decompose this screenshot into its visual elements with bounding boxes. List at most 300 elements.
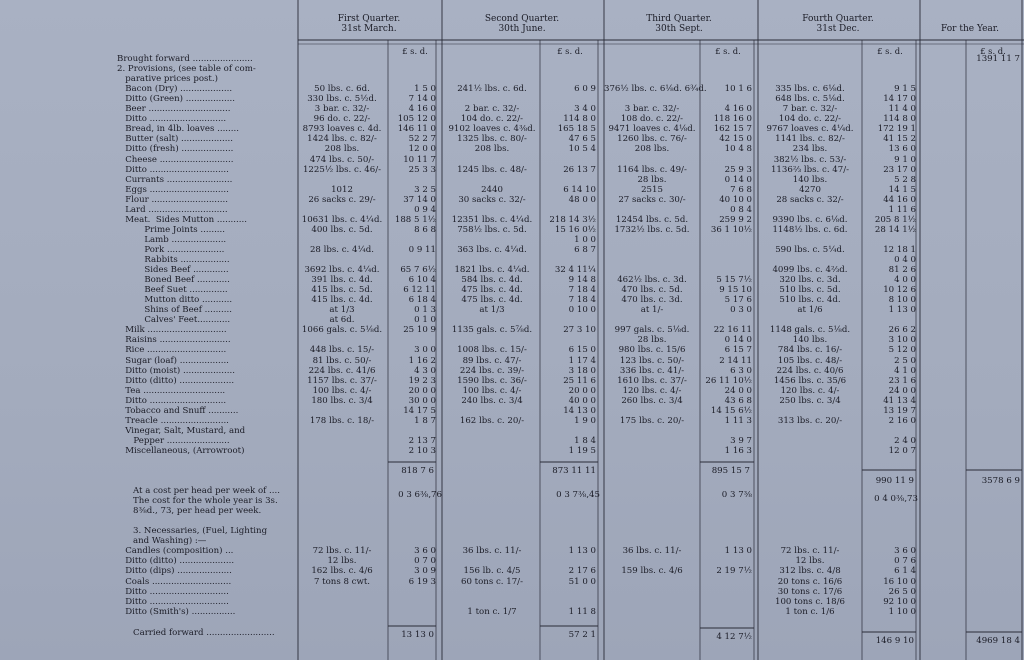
cell-q1d: 224 lbs. c. 41/6 [308,365,376,376]
cell-q3d: 208 lbs. [634,144,670,155]
row-label: Prime Joints ......... [117,224,226,235]
perhead-q1: 0 3 6⅜,76 [398,490,442,500]
necessary-cell-q4m: 1 10 0 [888,607,916,618]
cell-q3d: at 1/- [640,305,664,316]
cell-q3d: 1260 lbs. c. 76/- [617,134,687,145]
necessary-label: Ditto ............................. [117,597,229,607]
cell-q4m: 41 13 4 [883,395,916,406]
subtotal-q2: 873 11 11 [552,466,596,476]
cell-q4d: 104 do. c. 22/- [778,114,842,125]
cell-q4d: 4099 lbs. c. 4⅔d. [772,265,848,276]
necessary-cell-q2m: 1 11 8 [568,607,596,618]
cell-q1m: 12 0 0 [408,144,436,155]
row-label: Ditto (Green) .................. [117,94,235,105]
cell-q4m: 14 1 5 [888,184,916,195]
cell-q4m: 26 6 2 [888,325,916,336]
cell-q3m: 1 16 3 [724,445,752,456]
necessary-cell-q2d: 36 lbs. c. 11/- [462,546,522,556]
cell-q3d: 462½ lbs. c. 3d. [617,275,687,286]
cell-q1d: 415 lbs. c. 4d. [311,295,373,306]
subtotal-q1: 818 7 6 [401,466,434,476]
necessary-cell-q2m: 1 13 0 [568,546,596,556]
row-label: Raisins .......................... [117,335,231,346]
necessaries-heading-2: and Washing) :— [133,536,207,546]
perhead-q2: 0 3 7⅜,45 [556,490,600,500]
row-label: Lard ............................. [117,204,228,215]
necessary-cell-q4d: 30 tons c. 17/6 [777,586,843,597]
cell-q1m: 2 13 7 [408,435,436,446]
necessary-cell-q2m: 51 0 0 [568,576,596,587]
cell-q4m: 114 8 0 [883,114,916,125]
cell-q2d: 224 lbs. c. 39/- [459,365,525,376]
header-q2 [446,14,598,34]
necessary-cell-q4d: 20 tons c. 16/6 [777,576,843,587]
cell-q4d: 28 sacks c. 32/- [776,194,844,205]
cell-q3d: 3 bar. c. 32/- [624,104,680,115]
necessary-cell-q4d: 12 lbs. [795,556,825,567]
cell-q3d: 376½ lbs. c. 6⅛d. 6¾d. [604,84,707,95]
necessary-label: Ditto (ditto) .................... [117,556,235,567]
cell-q3d: 28 lbs. [637,335,667,346]
cell-q1m: 20 0 0 [408,385,436,396]
carried-q3: 4 12 7½ [716,632,752,642]
cell-q1d: 330 lbs. c. 5½d. [307,94,377,105]
cell-q4m: 13 19 7 [883,405,916,416]
row-label: Ditto ............................ [117,395,227,406]
cell-q2m: 6 0 9 [574,84,596,95]
perhead-q4: 0 4 0⅜,73 [874,494,918,504]
cell-q4m: 2 5 0 [894,355,916,366]
cell-q4m: 81 2 6 [888,265,916,276]
cell-q2d: 89 lbs. c. 47/- [462,355,522,366]
cell-q1m: 4 3 0 [414,365,436,376]
cell-q3m: 14 15 6½ [710,405,752,416]
header-q3-text: Third Quarter. 30th Sept. [646,14,712,34]
cell-q3m: 7 6 8 [730,184,752,195]
cell-q2d: 1590 lbs. c. 36/- [457,375,527,386]
cell-q4m: 9 1 0 [894,154,916,165]
cell-q1m: 6 10 4 [408,275,436,286]
row-label: Sides Beef ............. [117,265,229,276]
row-label: Tobacco and Snuff ........... [117,405,239,416]
necessary-cell-q4d: 1 ton c. 1/6 [785,607,835,618]
header-q1-text: First Quarter. 31st March. [337,14,401,34]
carried-q2: 57 2 1 [568,630,596,640]
cell-q4d: 105 lbs. c. 48/- [777,355,843,366]
necessary-cell-q1m: 3 0 9 [414,566,436,577]
perhead-label-2: The cost for the whole year is 3s. [133,496,278,506]
cell-q2d: 1008 lbs. c. 15/- [457,345,527,356]
row-label: Bacon (Dry) ................... [117,84,233,95]
cell-q2m: 25 11 6 [563,375,596,386]
cell-q3d: 997 gals. c. 5⅛d. [614,325,690,336]
row-label: Ditto ............................. [117,164,229,175]
cell-q3m: 162 15 7 [713,124,752,135]
cell-q1d: 208 lbs. [324,144,360,155]
cell-q1d: 391 lbs. c. 4d. [311,275,373,286]
cell-q4d: 510 lbs. c. 5d. [779,285,841,296]
cell-q4d: 510 lbs. c. 4d. [779,295,841,306]
cell-q2m: 3 18 0 [568,365,596,376]
cell-q3d: 12454 lbs. c. 5d. [615,214,689,225]
cell-q3m: 42 15 0 [719,134,752,145]
cell-q1m: 14 17 5 [403,405,436,416]
necessary-label: Ditto (dips) .................... [117,566,232,577]
cell-q4m: 172 19 1 [877,124,916,135]
necessary-cell-q3m: 2 19 7½ [716,566,752,577]
cell-q3m: 36 1 10½ [710,224,752,235]
cell-q2d: 1135 gals. c. 5⅞d. [451,325,533,336]
cell-q4m: 44 16 0 [883,194,916,205]
necessary-cell-q1d: 7 tons 8 cwt. [313,576,371,587]
cell-q3m: 22 16 11 [713,325,752,336]
cell-q4m: 13 6 0 [888,144,916,155]
cell-q1d: 3692 lbs. c. 4¼d. [304,265,380,276]
necessary-cell-q2d: 60 tons c. 17/- [461,576,523,587]
perhead-q3: 0 3 7⅜ [721,490,752,500]
necessary-cell-q1d: 72 lbs. c. 11/- [312,546,372,556]
cell-q1m: 7 14 0 [408,94,436,105]
row-label: Boned Beef ............ [117,275,230,286]
cell-q1d: 474 lbs. c. 50/- [309,154,375,165]
cell-q2d: 162 lbs. c. 20/- [459,415,525,426]
cell-q1d: 100 lbs. c. 4/- [312,385,372,396]
necessary-cell-q1d: 162 lbs. c. 4/6 [311,566,373,577]
necessary-cell-q4d: 72 lbs. c. 11/- [780,546,840,556]
cell-q3m: 0 14 0 [724,335,752,346]
cell-q2m: 1 0 0 [574,234,596,245]
cell-q3m: 5 15 7½ [716,275,752,286]
cell-q2d: 104 do. c. 22/- [460,114,524,125]
cell-q2m: 47 6 5 [568,134,596,145]
cell-q1m: 10 11 7 [403,154,436,165]
necessary-cell-q2d: 156 lb. c. 4/5 [463,566,521,577]
cell-q3m: 9 15 10 [719,285,752,296]
cell-q4d: at 1/6 [797,305,823,316]
cell-q4d: 1456 lbs. c. 35/6 [773,375,847,386]
cell-q2d: 1821 lbs. c. 4¼d. [454,265,530,276]
lsd-q3: £ s. d. [715,46,741,56]
cell-q1d: 96 do. c. 22/- [313,114,371,125]
cell-q4d: 250 lbs. c. 3/4 [779,395,841,406]
lsd-year: £ s. d. [980,46,1006,56]
cell-q2d: 241½ lbs. c. 6d. [457,84,527,95]
cell-q1m: 1 5 0 [414,84,436,95]
cell-q4d: 590 lbs. c. 5¼d. [775,244,845,255]
necessary-cell-q1m: 0 7 0 [414,556,436,567]
cell-q2m: 1 19 5 [568,445,596,456]
cell-q3d: 123 lbs. c. 50/- [619,355,685,366]
cell-q4m: 4 0 0 [894,275,916,286]
cell-q4m: 8 10 0 [888,295,916,306]
cell-q3m: 3 9 7 [730,435,752,446]
necessary-cell-q3m: 1 13 0 [724,546,752,556]
cell-q4m: 24 0 0 [888,385,916,396]
cell-q2d: 9102 loaves c. 4⅜d. [448,124,536,135]
cell-q1d: 81 lbs. c. 50/- [312,355,372,366]
cell-q4m: 4 1 0 [894,365,916,376]
cell-q4m: 2 16 0 [888,415,916,426]
cell-q2m: 1 17 4 [568,355,596,366]
cell-q4d: 140 lbs. [792,174,828,185]
cell-q4d: 320 lbs. c. 3d. [779,275,841,286]
cell-q1d: at 1/3 [329,305,355,316]
row-label: Calves' Feet............ [117,315,231,326]
cell-q3m: 24 0 0 [724,385,752,396]
cell-q3d: 1732½ lbs. c. 5d. [614,224,690,235]
cell-q1m: 1 8 7 [414,415,436,426]
cell-q2m: 3 4 0 [574,104,596,115]
necessary-cell-q2d: 1 ton c. 1/7 [467,607,517,618]
cell-q2d: 208 lbs. [474,144,510,155]
row-label: Currants ........................ [117,174,233,185]
cell-q1m: 0 9 11 [408,244,436,255]
necessaries-heading-1: 3. Necessaries, (Fuel, Lighting [133,526,268,536]
cell-q3d: 470 lbs. c. 5d. [621,285,683,296]
necessary-cell-q4m: 0 7 6 [894,556,916,567]
cell-q2d: 475 lbs. c. 4d. [461,285,523,296]
cell-q4m: 10 12 6 [883,285,916,296]
necessary-cell-q4d: 312 lbs. c. 4/8 [779,566,841,577]
cell-q3m: 43 6 8 [724,395,752,406]
cell-q4d: 9767 loaves c. 4¼d. [766,124,854,135]
cell-q1m: 0 1 3 [414,305,436,316]
cell-q4d: 1148½ lbs. c. 6d. [772,224,848,235]
cell-q1m: 3 0 0 [414,345,436,356]
cell-q1d: 448 lbs. c. 15/- [309,345,375,356]
cell-q2m: 0 10 0 [568,305,596,316]
cell-q4d: 1141 lbs. c. 82/- [775,134,845,145]
cell-q4m: 12 0 7 [888,445,916,456]
cell-q2m: 48 0 0 [568,194,596,205]
cell-q1m: 65 7 6½ [400,265,436,276]
cell-q4m: 14 17 0 [883,94,916,105]
row-label: Beer .............................. [117,104,231,115]
cell-q2d: 758½ lbs. c. 5d. [457,224,527,235]
subtotal-year: 3578 6 9 [981,476,1020,486]
cell-q1d: 28 lbs. c. 4¼d. [309,244,375,255]
cell-q1m: 6 18 4 [408,295,436,306]
cell-q2d: 100 lbs. c. 4/- [462,385,522,396]
cell-q3d: 1164 lbs. c. 49/- [617,164,687,175]
row-label: Brought forward ...................... [117,54,253,64]
cell-q2m: 15 16 0½ [554,224,596,235]
cell-q4d: 4270 [799,184,821,195]
row-label: Cheese ........................... [117,154,234,165]
cell-q1d: 26 sacks c. 29/- [308,194,376,205]
cell-q3m: 6 15 7 [724,345,752,356]
row-label: Rice ............................. [117,345,227,356]
cell-q1d: 3 bar. c. 32/- [314,104,370,115]
necessary-cell-q2m: 2 17 6 [568,566,596,577]
cell-q4d: 1136⅔ lbs. c. 47/- [770,164,850,175]
necessary-cell-q3d: 159 lbs. c. 4/6 [621,566,683,577]
necessary-cell-q4m: 26 5 0 [888,586,916,597]
row-label: Ditto (moist) ................... [117,365,235,376]
cell-q2m: 1 8 4 [574,435,596,446]
cell-q4d: 224 lbs. c. 40/6 [776,365,844,376]
necessary-label: Ditto ............................. [117,586,229,597]
cell-q4m: 11 4 0 [888,104,916,115]
cell-q2m: 26 13 7 [563,164,596,175]
cell-q1d: 1424 lbs. c. 82/- [307,134,377,145]
cell-q4m: 5 2 8 [894,174,916,185]
cell-q2m: 10 5 4 [568,144,596,155]
header-q3 [604,14,754,34]
necessary-cell-q4d: 100 tons c. 18/6 [774,597,845,607]
cell-q4m: 41 15 2 [883,134,916,145]
cell-q1d: 1225½ lbs. c. 46/- [302,164,382,175]
cell-q1d: at 6d. [329,315,355,326]
row-label: Ditto ............................ [117,114,227,125]
row-label: Beef Suet .............. [117,285,228,296]
cell-q1d: 1066 gals. c. 5⅛d. [301,325,383,336]
necessary-cell-q1m: 6 19 3 [408,576,436,587]
cell-q1m: 52 2 7 [408,134,436,145]
cell-q2d: 2440 [481,184,503,195]
necessary-label: Coals ............................. [117,576,232,587]
cell-q2d: 1325 lbs. c. 80/- [457,134,527,145]
cell-q1m: 19 2 3 [408,375,436,386]
cell-q4m: 205 8 1½ [874,214,916,225]
cell-q2m: 6 14 10 [563,184,596,195]
cell-q1d: 178 lbs. c. 18/- [309,415,375,426]
row-label: Mutton ditto ........... [117,295,233,306]
row-label: Meat. Sides Mutton ........... [117,214,247,225]
cell-q4m: 1 13 0 [888,305,916,316]
row-label: Tea .............................. [117,385,226,396]
row-label: Lamb .................... [117,234,227,245]
cell-q1m: 0 1 0 [414,315,436,326]
cell-q3m: 26 11 10½ [705,375,752,386]
row-label: Shins of Beef .......... [117,305,232,316]
cell-q4d: 120 lbs. c. 4/- [780,385,840,396]
cell-q1m: 4 16 0 [408,104,436,115]
cell-q1m: 1 16 2 [408,355,436,366]
cell-q4d: 382½ lbs. c. 53/- [773,154,847,165]
cell-q2m: 7 18 4 [568,285,596,296]
header-q1 [298,14,440,34]
cell-q3d: 2515 [641,184,663,195]
cell-q4d: 140 lbs. [792,335,828,346]
cell-q4d: 313 lbs. c. 20/- [777,415,843,426]
cell-q1d: 50 lbs. c. 6d. [314,84,370,95]
subtotal-q4: 990 11 9 [875,476,914,486]
cell-q2m: 165 18 5 [557,124,596,135]
cell-q4m: 28 14 1½ [874,224,916,235]
cell-q1d: 1157 lbs. c. 37/- [307,375,377,386]
cell-q4m: 23 17 0 [883,164,916,175]
cell-q2m: 27 3 10 [563,325,596,336]
necessary-label: Candles (composition) ... [117,546,234,556]
cell-q1m: 25 10 9 [403,325,436,336]
cell-q3d: 108 do. c. 22/- [620,114,684,125]
lsd-q2: £ s. d. [557,46,583,56]
cell-q3d: 336 lbs. c. 41/- [619,365,685,376]
cell-q4m: 1 11 6 [888,204,916,215]
cell-q3d: 27 sacks c. 30/- [618,194,686,205]
cell-q1m: 2 10 3 [408,445,436,456]
cell-q2m: 6 8 7 [574,244,596,255]
cell-q1m: 30 0 0 [408,395,436,406]
cell-q4m: 0 4 0 [894,255,916,265]
cell-q4d: 335 lbs. c. 6⅛d. [775,84,845,95]
cell-q4m: 12 18 1 [883,244,916,255]
row-label: parative prices post.) [117,74,218,85]
row-label: Vinegar, Salt, Mustard, and [117,425,246,436]
cell-q2d: 475 lbs. c. 4d. [461,295,523,306]
cell-q3m: 2 14 11 [719,355,752,366]
row-label: Ditto (fresh) ................... [117,144,234,155]
carried-year: 4969 18 4 [976,636,1020,646]
cell-q1m: 37 14 0 [403,194,436,205]
cell-q4m: 3 10 0 [888,335,916,346]
row-label: Milk ............................. [117,325,227,336]
lsd-q1: £ s. d. [402,46,428,56]
cell-q2m: 114 8 0 [563,114,596,125]
necessary-label: Ditto (Smith's) ................ [117,607,236,618]
cell-q3m: 118 16 0 [713,114,752,125]
carried-q1: 13 13 0 [401,630,434,640]
cell-q1d: 8793 loaves c. 4d. [302,124,382,135]
necessary-cell-q4m: 16 10 0 [883,576,916,587]
cell-q4d: 784 lbs. c. 16/- [777,345,843,356]
row-label: Treacle ......................... [117,415,229,426]
cell-q3m: 259 9 2 [719,214,752,225]
cell-q1m: 146 11 0 [397,124,436,135]
necessary-cell-q4m: 92 10 0 [883,597,916,607]
cell-q3m: 0 3 0 [730,305,752,316]
cell-q2m: 6 15 0 [568,345,596,356]
cell-q2m: 1 9 0 [574,415,596,426]
cell-q1d: 180 lbs. c. 3/4 [311,395,373,406]
cell-q1m: 25 3 3 [408,164,436,175]
header-q4 [758,14,918,34]
cell-q3d: 1610 lbs. c. 37/- [617,375,687,386]
cell-q2m: 32 4 11¼ [554,265,596,276]
cell-q2d: 240 lbs. c. 3/4 [461,395,523,406]
necessary-cell-q1m: 3 6 0 [414,546,436,556]
cell-q3m: 10 1 6 [724,84,752,95]
cell-q2m: 40 0 0 [568,395,596,406]
carried-forward-label: Carried forward ......................... [133,628,275,638]
cell-q2m: 14 13 0 [563,405,596,416]
perhead-label-1: At a cost per head per week of .... [133,486,280,496]
cell-q1d: 1012 [331,184,353,195]
cell-q2d: 363 lbs. c. 4¼d. [457,244,527,255]
necessary-cell-q4m: 3 6 0 [894,546,916,556]
cell-q4d: 234 lbs. [792,144,828,155]
row-label: Flour ............................ [117,194,228,205]
perhead-label-3: 8⅜d., 73, per head per week. [133,506,262,516]
header-q2-text: Second Quarter. 30th June. [484,14,560,34]
cell-q3d: 470 lbs. c. 3d. [621,295,683,306]
cell-q1d: 10631 lbs. c. 4¼d. [301,214,383,225]
cell-q3m: 10 4 8 [724,144,752,155]
cell-q2m: 218 14 3½ [549,214,596,225]
header-q4-text: Fourth Quarter. 31st Dec. [802,14,874,34]
lsd-q4: £ s. d. [877,46,903,56]
cell-q3m: 6 3 0 [730,365,752,376]
cell-q2d: 2 bar. c. 32/- [464,104,520,115]
carried-q4: 146 9 10 [875,636,914,646]
cell-q1d: 400 lbs. c. 5d. [311,224,373,235]
cell-q3d: 175 lbs. c. 20/- [619,415,685,426]
cell-q2d: 584 lbs. c. 4d. [461,275,523,286]
subtotal-q3: 895 15 7 [711,466,750,476]
cell-q3d: 28 lbs. [637,174,667,185]
cell-q2m: 7 18 4 [568,295,596,306]
